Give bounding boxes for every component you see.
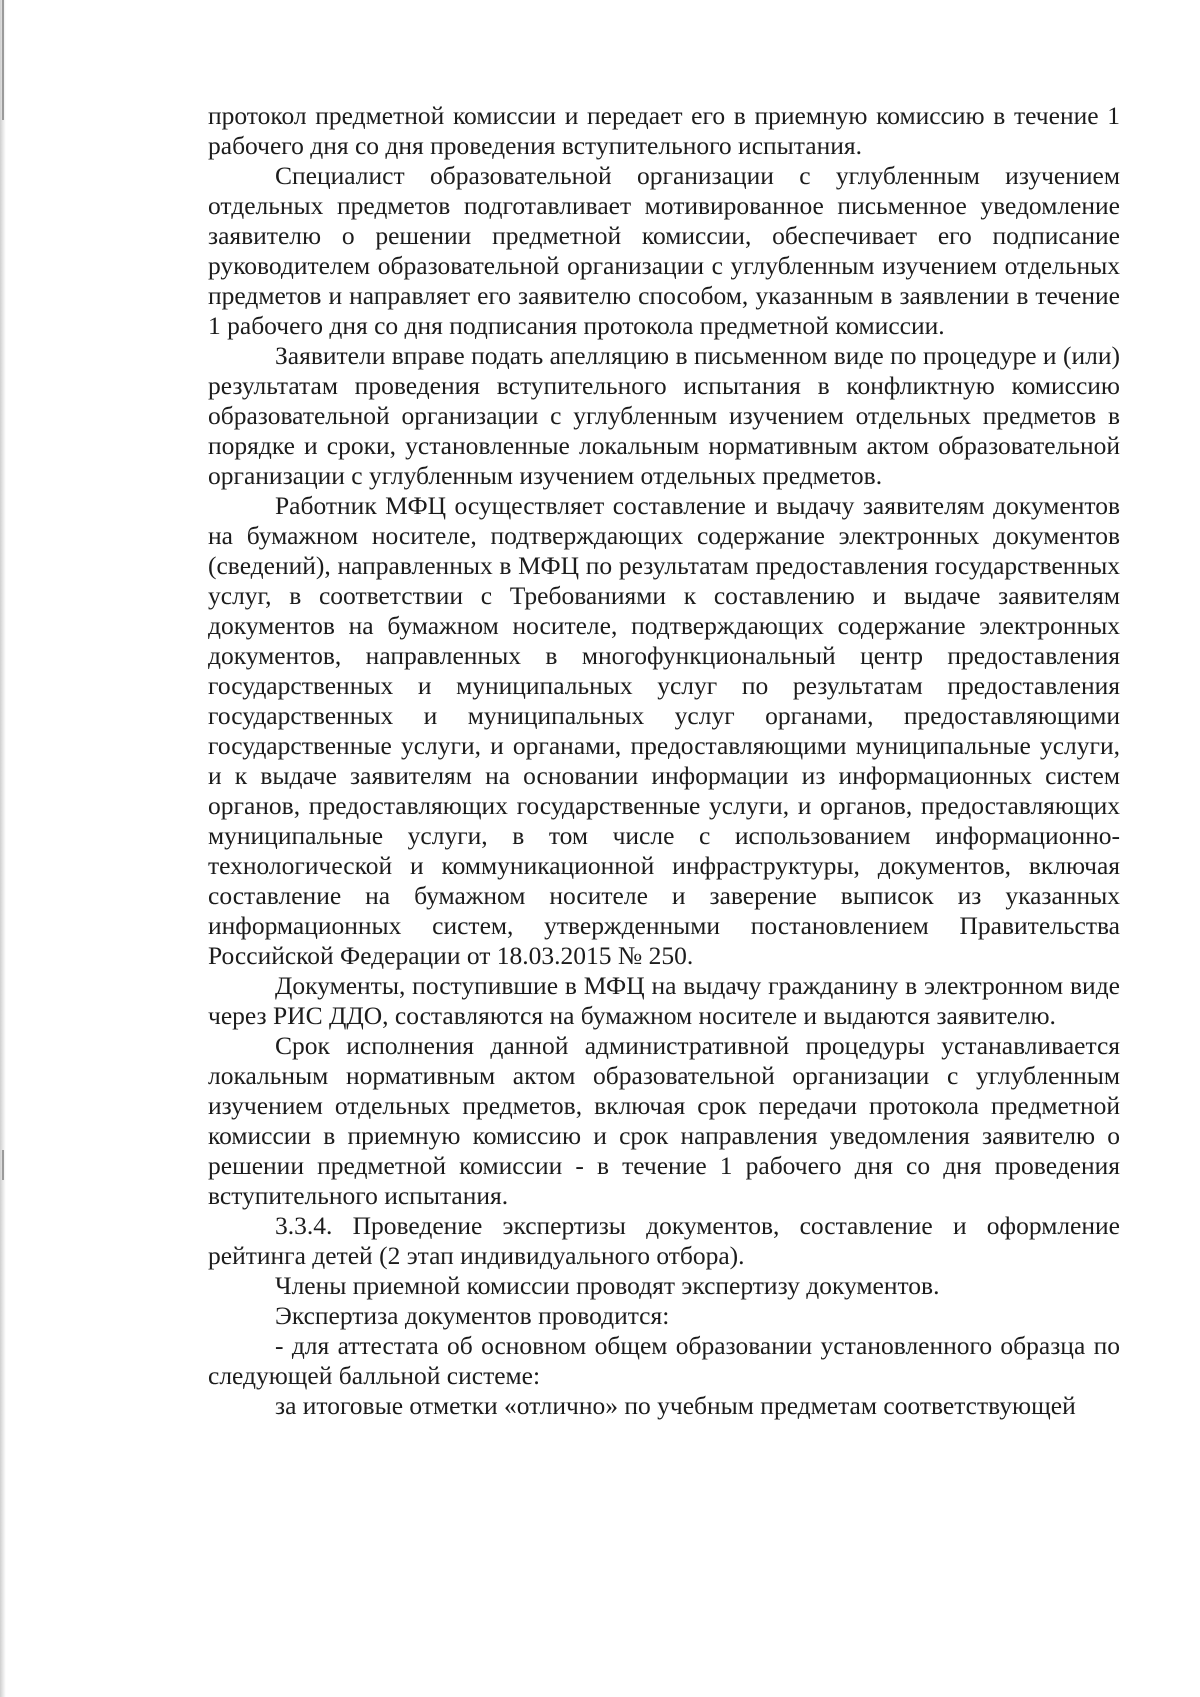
scan-edge-mark [2, 1150, 4, 1180]
scan-edge-mark [2, 0, 4, 120]
paragraph: протокол предметной комиссии и передает его в приемную комиссию в течение 1 рабочего дня со дня проведения вступительного испытания. [208, 101, 1120, 160]
document-body [208, 101, 1120, 1421]
list-item-paragraph: - для аттестата об основном общем образовании установленного образца по следующей балльной системе: [208, 1331, 1120, 1390]
paragraph: Документы, поступившие в МФЦ на выдачу гражданину в электронном виде через РИС ДДО, составляются на бумажном носителе и выдаются заявителю. [208, 971, 1120, 1030]
scan-left-edge [0, 0, 6, 1697]
paragraph: Срок исполнения данной административной процедуры устанавливается локальным нормативным актом образовательной организации с углубленным изучением отдельных предметов, включая срок передачи протокола предметной комиссии в приемную комиссию и срок направления уведомления заявителю о решении предметной комиссии - в течение 1 рабочего дня со дня проведения вступительного испытания. [208, 1031, 1120, 1210]
paragraph: Заявители вправе подать апелляцию в письменном виде по процедуре и (или) результатам проведения вступительного испытания в конфликтную комиссию образовательной организации с углубленным изучением отдельных предметов в порядке и сроки, установленные локальным нормативным актом образовательной организации с углубленным изучением отдельных предметов. [208, 341, 1120, 490]
paragraph: Экспертиза документов проводится: [275, 1301, 670, 1330]
section-heading-paragraph: 3.3.4. Проведение экспертизы документов, составление и оформление рейтинга детей (2 этап индивидуального отбора). [208, 1211, 1120, 1270]
paragraph: Члены приемной комиссии проводят экспертизу документов. [275, 1271, 940, 1300]
paragraph: Работник МФЦ осуществляет составление и выдачу заявителям документов на бумажном носителе, подтверждающих содержание электронных документов (сведений), направленных в МФЦ по результатам предоставления государственных услуг, в соответствии с Требованиями к составлению и выдаче заявителям документов на бумажном носителе, подтверждающих содержание электронных документов, направленных в многофункциональный центр предоставления государственных и муниципальных услуг по результатам предоставления государственных и муниципальных услуг органами, предоставляющими государственные услуги, и органами, предоставляющими муниципальные услуги, и к выдаче заявителям на основании информации из информационных систем органов, предоставляющих государственные услуги, и органов, предоставляющих муниципальные услуги, в том числе с использованием информационно-технологической и коммуникационной инфраструктуры, документов, включая составление на бумажном носителе и заверение выписок из указанных информационных систем, утвержденными постановлением Правительства Российской Федерации от 18.03.2015 № 250. [208, 491, 1120, 970]
paragraph: Специалист образовательной организации с углубленным изучением отдельных предметов подготавливает мотивированное письменное уведомление заявителю о решении предметной комиссии, обеспечивает его подписание руководителем образовательной организации с углубленным изучением отдельных предметов и направляет его заявителю способом, указанным в заявлении в течение 1 рабочего дня со дня подписания протокола предметной комиссии. [208, 161, 1120, 340]
paragraph: за итоговые отметки «отлично» по учебным предметам соответствующей [275, 1391, 1076, 1420]
